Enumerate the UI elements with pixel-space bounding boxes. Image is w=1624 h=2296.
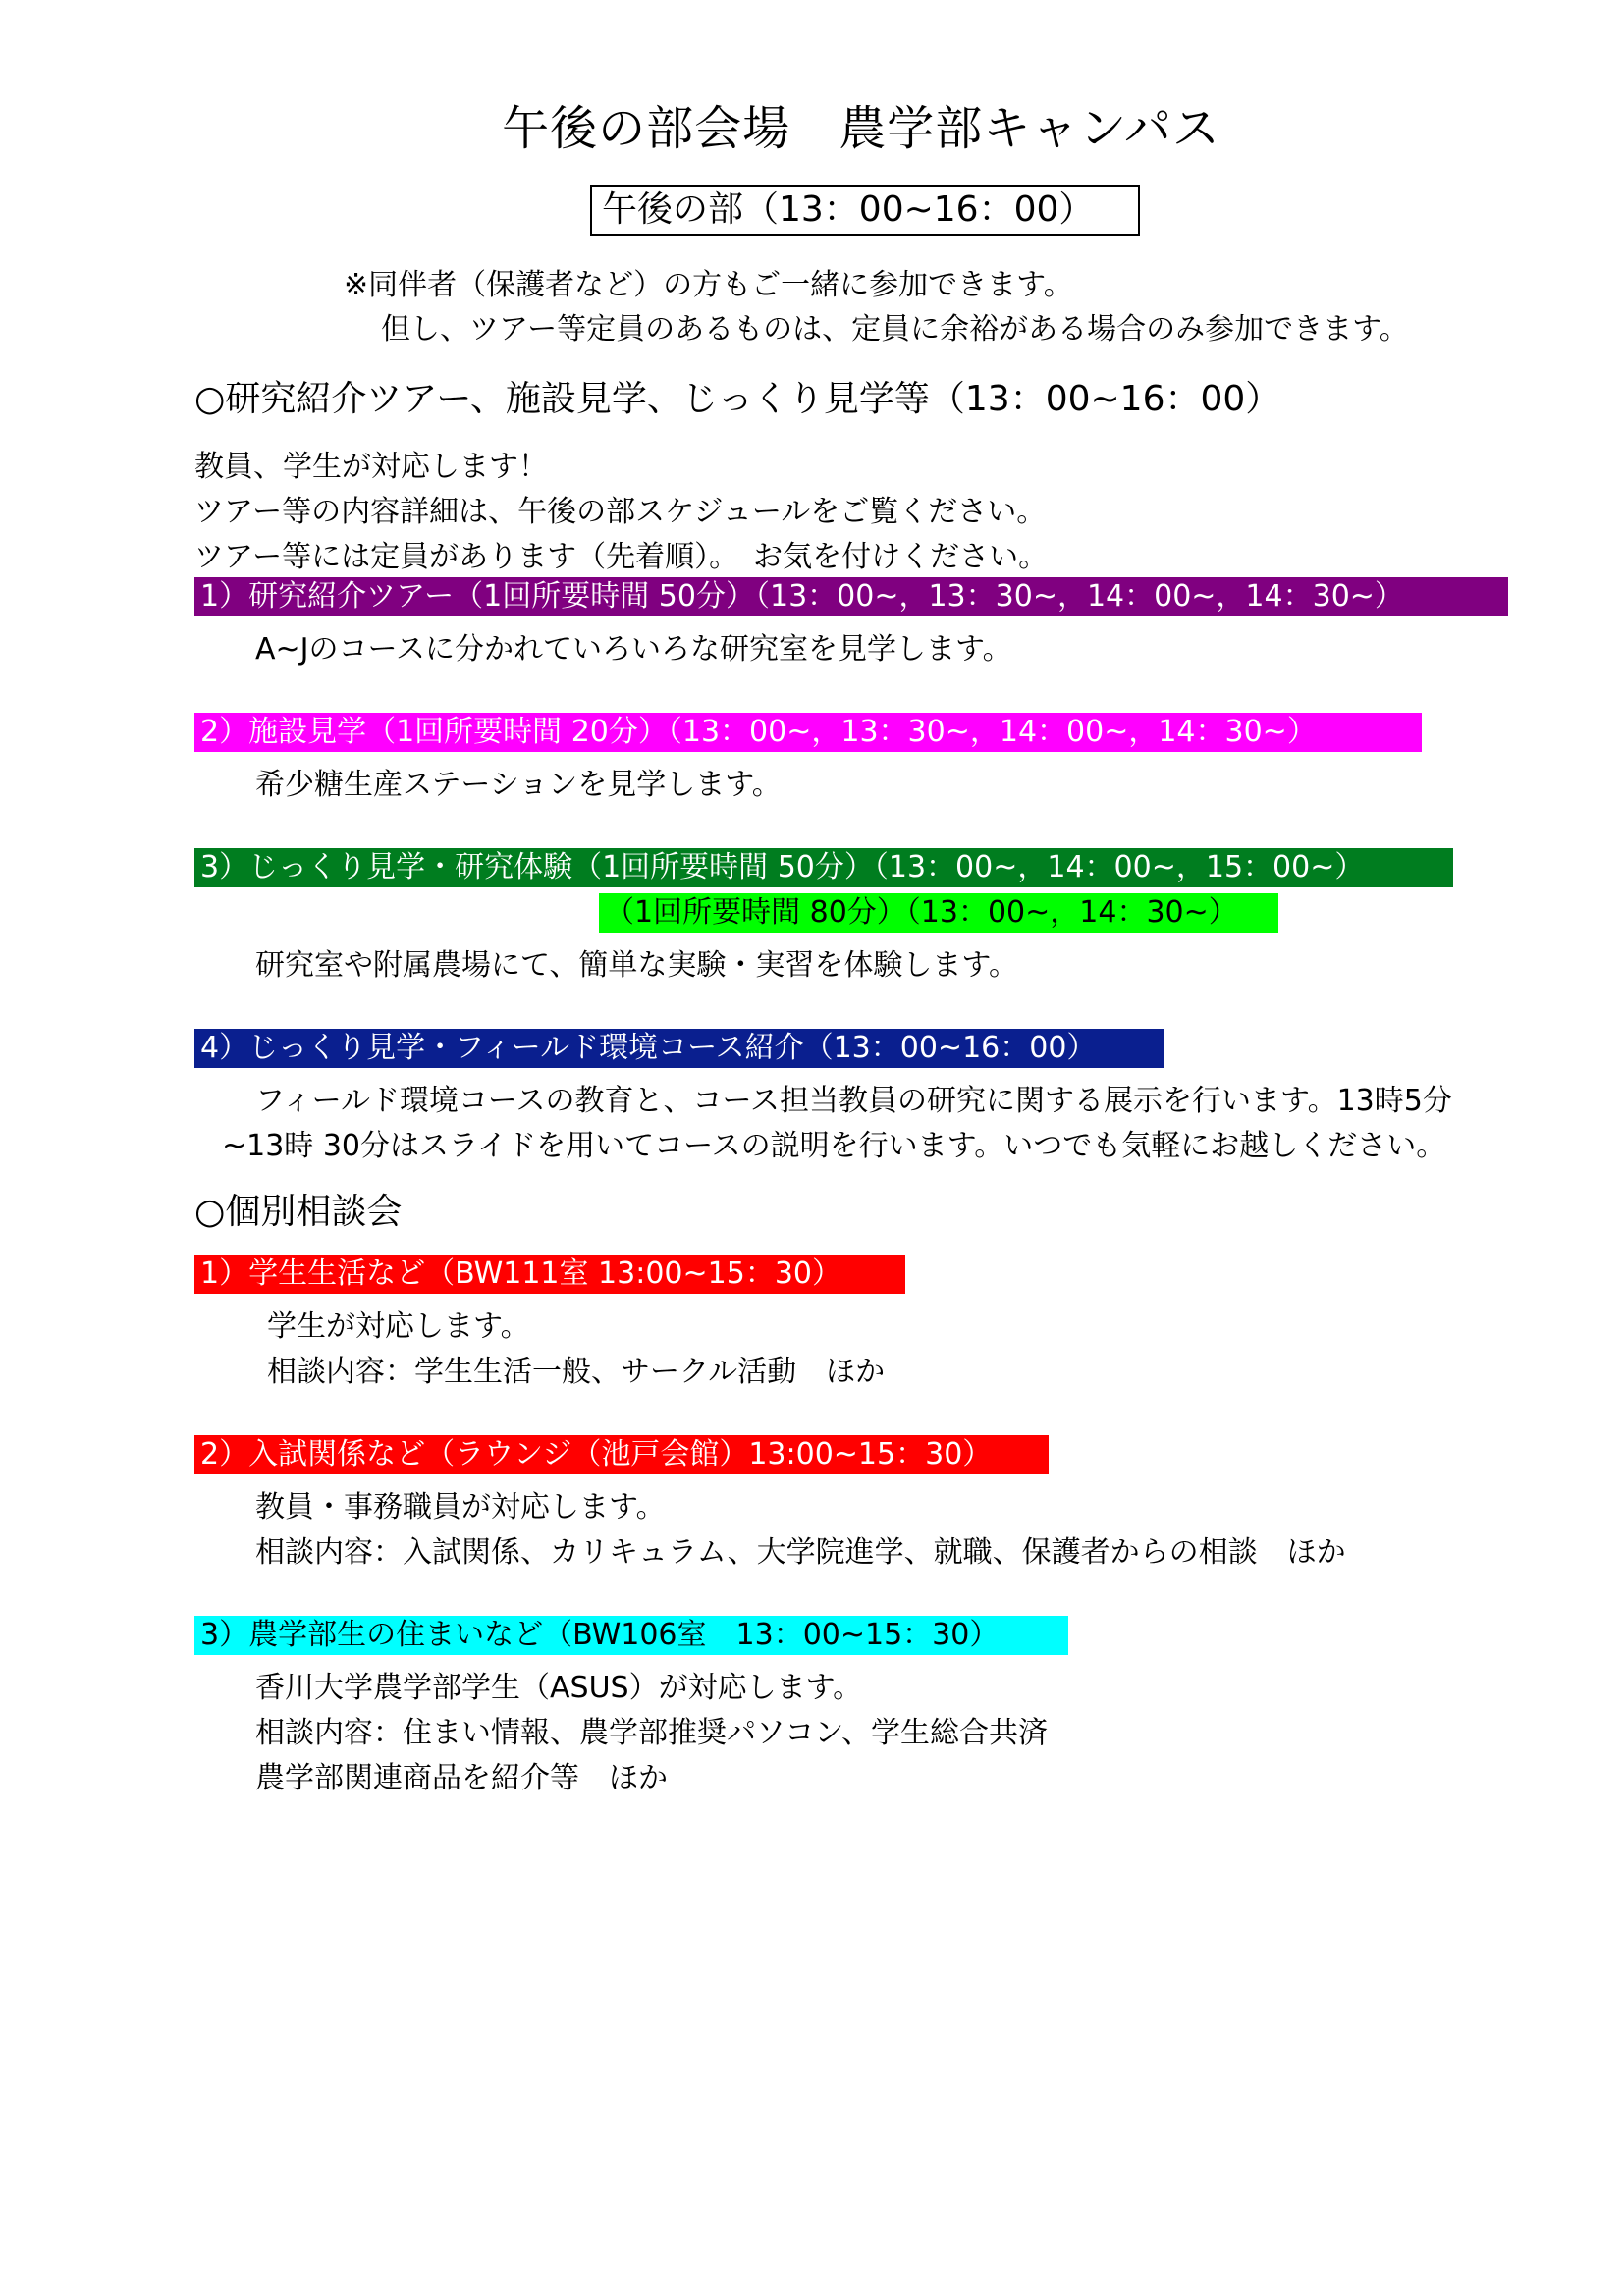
title-campus: 農学部キャンパス bbox=[839, 101, 1220, 156]
tour-desc: A~Jのコースに分かれていろいろな研究室を見学します。 bbox=[255, 632, 1012, 667]
section2-heading: ○個別相談会 bbox=[194, 1192, 403, 1232]
consult-student-life-line-1: 学生が対応します。 bbox=[267, 1309, 530, 1344]
consult-housing-line-1: 香川大学農学部学生（ASUS）が対応します。 bbox=[255, 1671, 863, 1705]
experience-desc: 研究室や附属農場にて、簡単な実験・実習を体験します。 bbox=[255, 948, 1018, 983]
section1-intro-3: ツアー等には定員があります（先着順）。 お気を付けください。 bbox=[194, 540, 1049, 574]
section1-heading: ○研究紹介ツアー、施設見学、じっくり見学等（13：00~16：00） bbox=[194, 379, 1281, 419]
field-course-bar: 4）じっくり見学・フィールド環境コース紹介（13：00~16：00） bbox=[194, 1029, 1164, 1068]
consult-housing-line-3: 農学部関連商品を紹介等 ほか bbox=[255, 1761, 668, 1795]
consult-student-life-line-2: 相談内容：学生生活一般、サークル活動 ほか bbox=[267, 1355, 886, 1389]
section1-intro-1: 教員、学生が対応します！ bbox=[194, 450, 548, 484]
experience-bar: 3）じっくり見学・研究体験（1回所要時間 50分）（13：00~，14：00~，15：00~） bbox=[194, 848, 1453, 887]
section1-intro-2: ツアー等の内容詳細は、午後の部スケジュールをご覧ください。 bbox=[194, 495, 1047, 529]
page-title bbox=[0, 90, 1624, 158]
consult-admission-bar: 2）入試関係など（ラウンジ（池戸会館）13:00~15：30） bbox=[194, 1435, 1049, 1474]
consult-student-life-bar: 1）学生生活など（BW111室 13:00~15：30） bbox=[194, 1255, 905, 1294]
consult-housing-bar: 3）農学部生の住まいなど（BW106室 13：00~15：30） bbox=[194, 1616, 1068, 1655]
title-main: 午後の部会場 bbox=[502, 101, 791, 156]
schedule-box: 午後の部（13：00~16：00） bbox=[590, 185, 1140, 236]
note-line-2: 但し、ツアー等定員のあるものは、定員に余裕がある場合のみ参加できます。 bbox=[381, 312, 1409, 347]
tour-bar: 1）研究紹介ツアー（1回所要時間 50分）（13：00~，13：30~，14：00~，14：30~） bbox=[194, 577, 1508, 616]
facility-desc: 希少糖生産ステーションを見学します。 bbox=[255, 768, 782, 802]
facility-bar: 2）施設見学（1回所要時間 20分）（13：00~，13：30~，14：00~，14：30~） bbox=[194, 713, 1422, 752]
field-course-desc-1: フィールド環境コースの教育と、コース担当教員の研究に関する展示を行います。13時5分 bbox=[255, 1084, 1452, 1118]
consult-housing-line-2: 相談内容：住まい情報、農学部推奨パソコン、学生総合共済 bbox=[255, 1716, 1048, 1750]
field-course-desc-2: ~13時 30分はスライドを用いてコースの説明を行います。いつでも気軽にお越しください。 bbox=[222, 1129, 1446, 1163]
consult-admission-line-2: 相談内容：入試関係、カリキュラム、大学院進学、就職、保護者からの相談 ほか bbox=[255, 1535, 1346, 1570]
experience-bar-2: （1回所要時間 80分）（13：00~，14：30~） bbox=[599, 893, 1278, 933]
consult-admission-line-1: 教員・事務職員が対応します。 bbox=[255, 1490, 666, 1524]
note-line-1: ※同伴者（保護者など）の方もご一緒に参加できます。 bbox=[344, 268, 1073, 302]
